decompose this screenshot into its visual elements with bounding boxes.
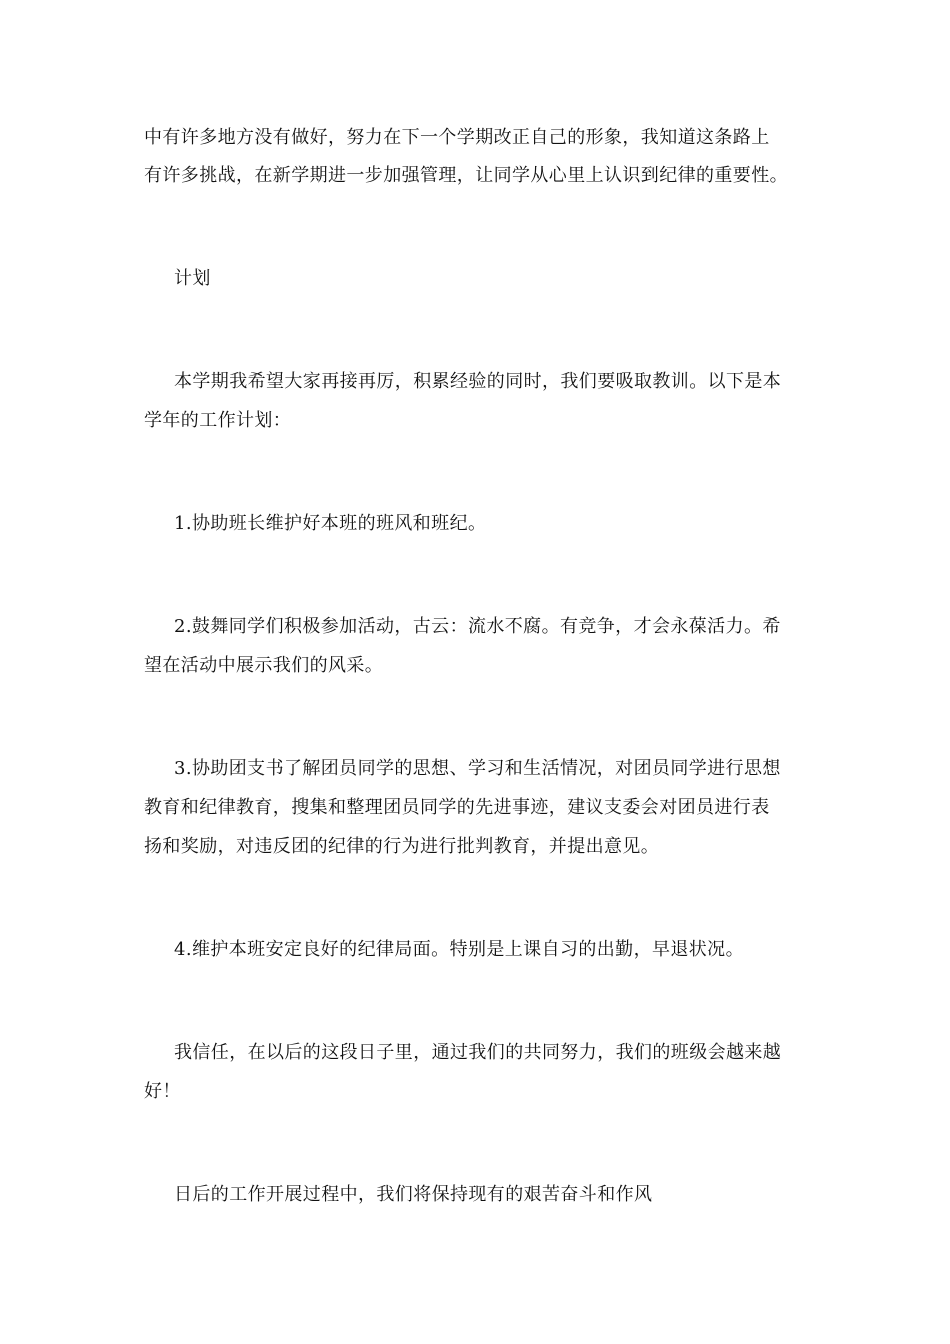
text-line-2: 有许多挑战，在新学期进一步加强管理，让同学从心里上认识到纪律的重要性。 bbox=[144, 165, 788, 186]
plan-item-3-line-3: 扬和奖励，对违反团的纪律的行为进行批判教育，并提出意见。 bbox=[144, 836, 660, 857]
final-line: 日后的工作开展过程中，我们将保持现有的艰苦奋斗和作风 bbox=[174, 1184, 653, 1205]
text-line-4: 本学期我希望大家再接再厉，积累经验的同时，我们要吸取教训。以下是本 bbox=[174, 371, 782, 392]
closing-line-1: 我信任，在以后的这段日子里，通过我们的共同努力，我们的班级会越来越 bbox=[174, 1042, 782, 1063]
plan-item-2-line-2: 望在活动中展示我们的风采。 bbox=[144, 655, 384, 676]
plan-item-3-line-1: 3.协助团支书了解团员同学的思想、学习和生活情况，对团员同学进行思想 bbox=[174, 758, 781, 779]
plan-item-2-line-1: 2.鼓舞同学们积极参加活动，古云：流水不腐。有竞争，才会永葆活力。希 bbox=[174, 616, 781, 637]
plan-item-4: 4.维护本班安定良好的纪律局面。特别是上课自习的出勤，早退状况。 bbox=[174, 939, 744, 960]
plan-item-1: 1.协助班长维护好本班的班风和班纪。 bbox=[174, 513, 487, 534]
plan-item-3-line-2: 教育和纪律教育，搜集和整理团员同学的先进事迹，建议支委会对团员进行表 bbox=[144, 797, 770, 818]
closing-line-2: 好！ bbox=[144, 1081, 181, 1102]
text-line-1: 中有许多地方没有做好，努力在下一个学期改正自己的形象，我知道这条路上 bbox=[144, 127, 770, 148]
section-heading-plan: 计划 bbox=[174, 268, 211, 289]
text-line-5: 学年的工作计划： bbox=[144, 410, 292, 431]
